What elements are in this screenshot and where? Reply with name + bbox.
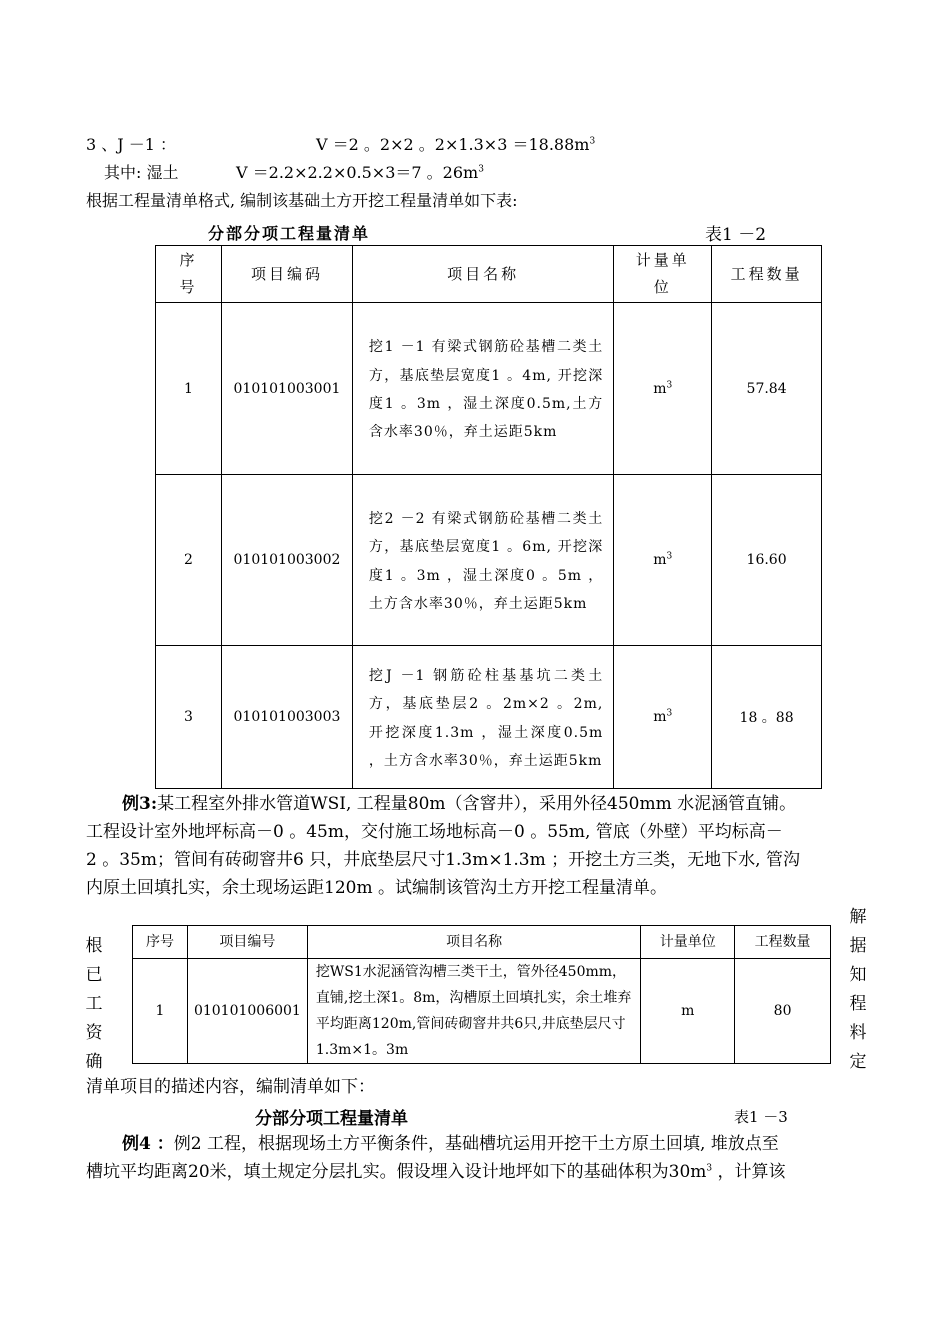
superscript: 3 — [666, 708, 673, 719]
row-name: 挖1 －1 有梁式钢筋砼基槽二类土方，基底垫层宽度1 。4m, 开挖深度1 。3m ，湿土深度0.5m,土方含水率30％，弃土运距5km — [352, 303, 613, 475]
side-char-right: 程 — [849, 994, 867, 1014]
superscript: 3 — [478, 164, 484, 175]
example-text: ，计算该 — [712, 1162, 786, 1182]
side-char-right: 据 — [849, 936, 867, 956]
table-row — [156, 303, 822, 475]
side-char-right: 解 — [849, 907, 867, 927]
unit-text: m — [653, 709, 667, 725]
header-name: 项目名称 — [307, 926, 640, 959]
row-name: 挖WS1水泥涵管沟槽三类干土，管外径450mm，直铺,挖土深1。8m，沟槽原土回填扎实，余土堆弃平均距离120m,管间砖砌窨井共6只,井底垫层尺寸1.3m×1。3m — [307, 959, 640, 1064]
row-seq: 1 — [156, 303, 222, 475]
row-qty: 16.60 — [712, 475, 822, 646]
example4-line-1 — [122, 1134, 779, 1154]
after-table-text: 清单项目的描述内容，编制清单如下： — [86, 1077, 375, 1097]
table1-title: 分部分项工程量清单 — [208, 224, 371, 243]
table3-title: 分部分项工程量清单 — [255, 1109, 408, 1129]
bill-table-1 — [155, 245, 822, 789]
example-text: 例2 工程，根据现场土方平衡条件，基础槽坑运用开挖干土方原土回填, 堆放点至 — [173, 1134, 779, 1154]
row-code: 010101003002 — [221, 475, 352, 646]
superscript: 3 — [589, 136, 596, 147]
example-text: 某工程室外排水管道WSI, 工程量80m（含窨井），采用外径450mm 水泥涵管直铺。 — [157, 794, 797, 814]
unit-text: m — [653, 552, 667, 568]
superscript: 3 — [706, 1163, 713, 1174]
header-qty: 工程数量 — [735, 926, 831, 959]
calc-line-1 — [86, 135, 176, 155]
row-name: 挖J －1 钢筋砼柱基基坑二类土方，基底垫层2 。2m×2 。2m, 开挖深度1.3m ，湿土深度0.5m ，土方含水率30％，弃土运距5km — [352, 646, 613, 789]
row-code: 010101006001 — [187, 959, 307, 1064]
formula-text: V ＝2.2×2.2×0.5×3＝7 。26m — [236, 163, 479, 182]
side-char-right: 料 — [849, 1023, 867, 1043]
row-unit: m — [641, 959, 735, 1064]
header-qty: 工程数量 — [712, 246, 822, 303]
superscript: 3 — [666, 379, 673, 390]
example4-line-2 — [86, 1162, 786, 1182]
table-header-row — [133, 926, 831, 959]
header-code: 项目编号 — [187, 926, 307, 959]
row-qty: 57.84 — [712, 303, 822, 475]
side-char-left: 根 — [85, 936, 103, 956]
superscript: 3 — [666, 551, 673, 562]
row-unit — [614, 303, 712, 475]
row-seq: 3 — [156, 646, 222, 789]
example3-line-2: 工程设计室外地坪标高－0 。45m，交付施工场地标高－0 。55m, 管底（外壁）平均标高－ — [86, 822, 783, 842]
side-char-right: 定 — [849, 1052, 867, 1072]
side-char-left: 已 — [85, 965, 103, 985]
table-row — [156, 475, 822, 646]
table3-number: 表1 －3 — [734, 1108, 788, 1126]
header-unit: 计量单位 — [641, 926, 735, 959]
header-code: 项目编码 — [221, 246, 352, 303]
side-char-right: 知 — [849, 965, 867, 985]
header-seq: 序号 — [156, 246, 222, 303]
row-name: 挖2 －2 有梁式钢筋砼基槽二类土方，基底垫层宽度1 。6m, 开挖深度1 。3m ，湿土深度0 。5m ，土方含水率30％，弃土运距5km — [352, 475, 613, 646]
calc-line-2 — [104, 163, 178, 183]
side-char-left: 确 — [85, 1052, 103, 1072]
row-qty: 80 — [735, 959, 831, 1064]
header-seq: 序号 — [133, 926, 188, 959]
calc-label-1: 3 、J －1 ： — [86, 135, 177, 154]
example-label: 例4 ： — [122, 1134, 174, 1154]
header-name: 项目名称 — [352, 246, 613, 303]
formula-text: V ＝2 。2×2 。2×1.3×3 ＝18.88m — [316, 135, 590, 154]
unit-text: m — [653, 380, 667, 397]
example3-line-4: 内原土回填扎实，余土现场运距120m 。试编制该管沟土方开挖工程量清单。 — [86, 878, 667, 898]
row-code: 010101003003 — [221, 646, 352, 789]
bill-table-2 — [132, 925, 831, 1064]
row-seq: 1 — [133, 959, 188, 1064]
table-row — [133, 959, 831, 1064]
row-unit — [614, 646, 712, 789]
example3-line-1 — [122, 794, 796, 814]
row-seq: 2 — [156, 475, 222, 646]
example3-line-3: 2 。35m；管间有砖砌窨井6 只，井底垫层尺寸1.3m×1.3m ；开挖土方三类，无地下水, 管沟 — [86, 850, 800, 870]
table-header-row — [156, 246, 822, 303]
side-char-left: 资 — [85, 1023, 103, 1043]
calc-line-3: 根据工程量清单格式, 编制该基础土方开挖工程量清单如下表: — [86, 191, 518, 210]
row-qty: 18 。88 — [712, 646, 822, 789]
side-char-left: 工 — [85, 994, 103, 1014]
calc-formula-2 — [236, 163, 484, 183]
calc-formula-1 — [316, 135, 595, 155]
row-unit — [614, 475, 712, 646]
example-text: 槽坑平均距离20米，填土规定分层扎实。假设埋入设计地坪如下的基础体积为30m — [86, 1162, 707, 1182]
table1-number: 表1 －2 — [705, 225, 767, 245]
row-code: 010101003001 — [221, 303, 352, 475]
header-unit: 计量单位 — [614, 246, 712, 303]
table-row — [156, 646, 822, 789]
calc-label-2: 其中: 湿土 — [104, 163, 179, 182]
example-label: 例3: — [122, 794, 158, 814]
